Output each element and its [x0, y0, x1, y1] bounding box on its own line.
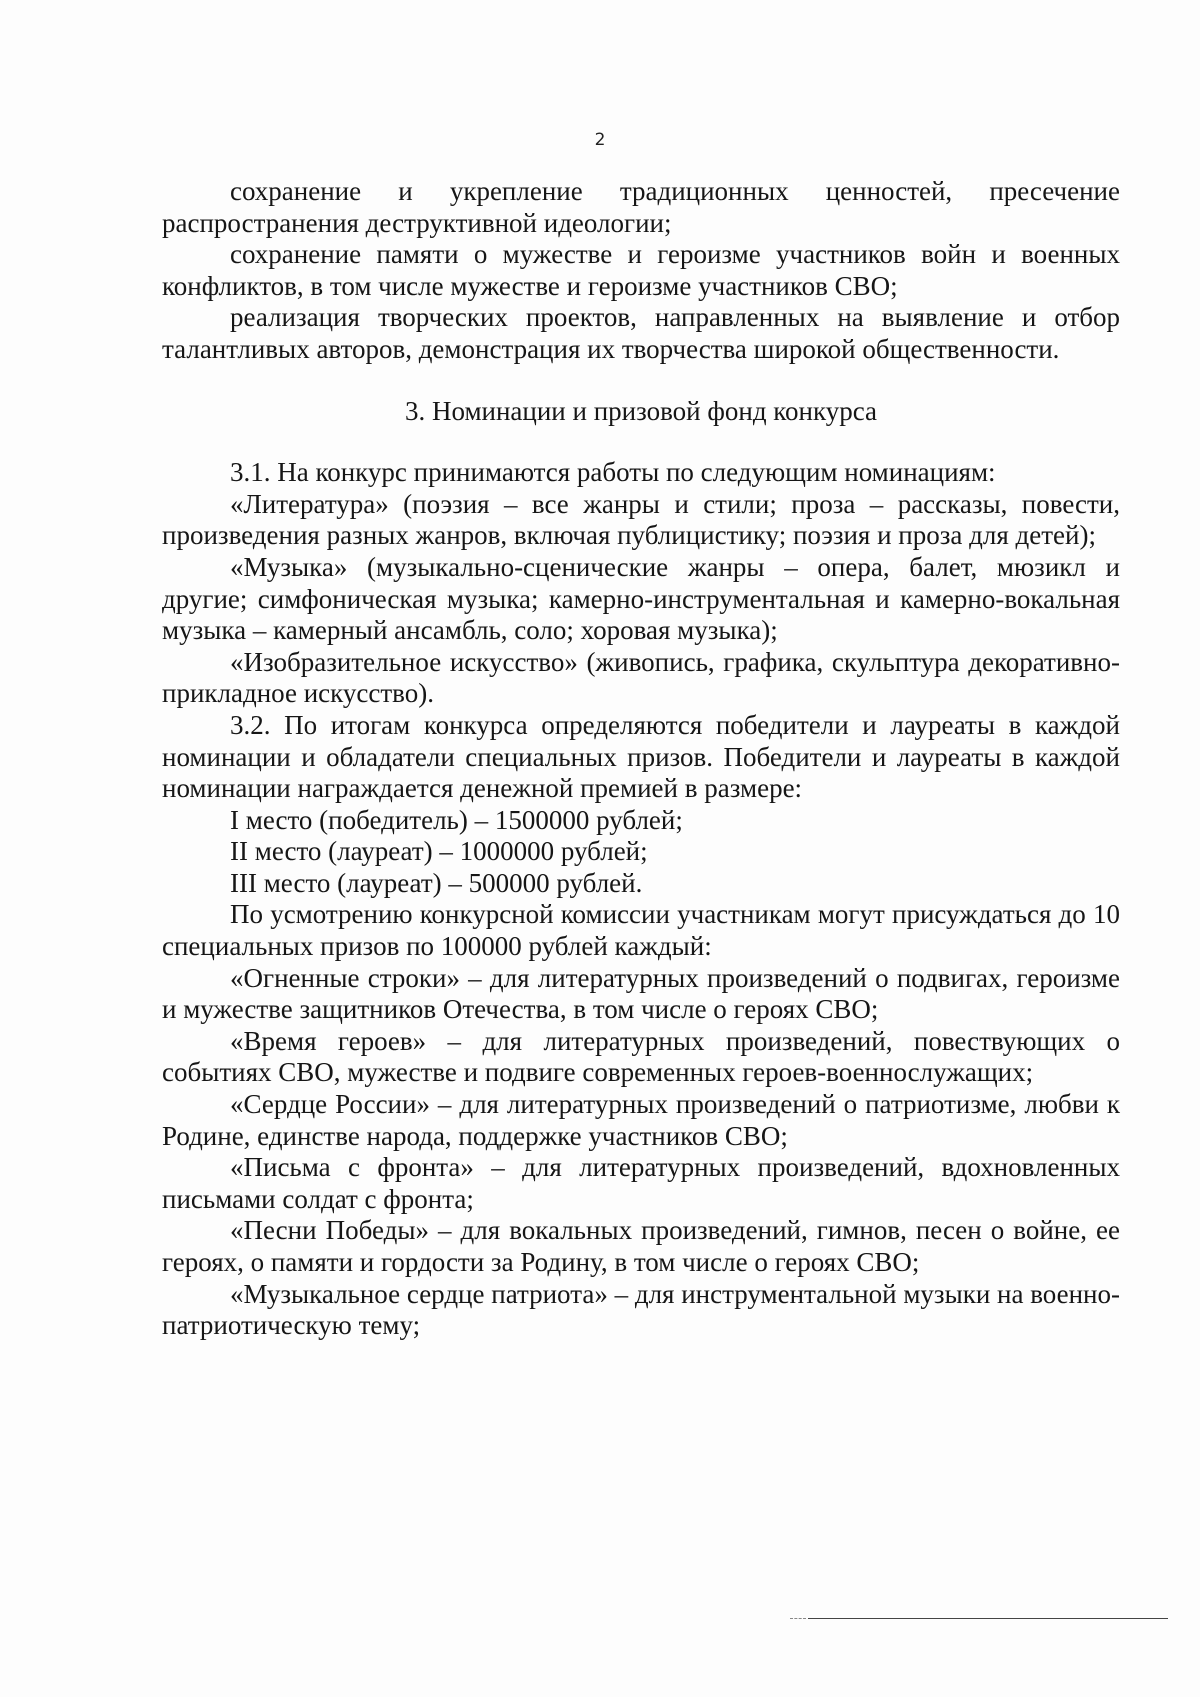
paragraph-memory: сохранение памяти о мужестве и героизме участников войн и военных конфликтов, в том числе мужестве и героизме участников СВО; [162, 239, 1120, 301]
prize-first-place: I место (победитель) – 1500000 рублей; [230, 804, 683, 835]
paragraph-special-musical-heart: «Музыкальное сердце патриота» – для инструментальной музыки на военно-патриотическую тему; [162, 1278, 1120, 1341]
paragraph-nomination-literature: «Литература» (поэзия – все жанры и стили; проза – рассказы, повести, произведения разных жанров, включая публицистику; поэзия и проза для детей); [162, 488, 1120, 551]
paragraph-special-prizes-intro: По усмотрению конкурсной комиссии участникам могут присуждаться до 10 специальных призов по 100000 рублей каждый: [162, 899, 1120, 962]
paragraph-projects: реализация творческих проектов, направленных на выявление и отбор талантливых авторов, демонстрация их творчества широкой общественности. [162, 302, 1120, 364]
paragraph-special-heart-of-russia: «Сердце России» – для литературных произведений о патриотизме, любви к Родине, единстве народа, поддержке участников СВО; [162, 1089, 1120, 1151]
section-heading: 3. Номинации и призовой фонд конкурса [404, 395, 878, 426]
paragraph-results: 3.2. По итогам конкурса определяются победители и лауреаты в каждой номинации и обладатели специальных призов. Победители и лауреаты в каждой номинации награждается денежной премией в размере: [162, 709, 1120, 804]
prize-third-place: III место (лауреат) – 500000 рублей. [230, 867, 643, 898]
prize-second-place: II место (лауреат) – 1000000 рублей; [230, 836, 648, 867]
paragraph-special-time-of-heroes: «Время героев» – для литературных произведений, повествующих о событиях СВО, мужестве и подвиге современных героев-военнослужащих; [162, 1025, 1120, 1088]
footer-rule-dash [790, 1618, 806, 1619]
paragraph-special-fiery-lines: «Огненные строки» – для литературных произведений о подвигах, героизме и мужестве защитников Отечества, в том числе о героях СВО; [162, 962, 1120, 1025]
paragraph-nomination-art: «Изобразительное искусство» (живопись, графика, скульптура декоративно-прикладное искусство). [162, 646, 1120, 709]
paragraph-values: сохранение и укрепление традиционных ценностей, пресечение распространения деструктивной идеологии; [162, 176, 1120, 238]
paragraph-nomination-music: «Музыка» (музыкально-сценические жанры – опера, балет, мюзикл и другие; симфоническая музыка; камерно-инструментальная и камерно-вокальная музыка – камерный ансамбль, соло; хоровая музыка); [162, 551, 1120, 646]
footer-rule [808, 1618, 1168, 1619]
document-body [162, 176, 1120, 1342]
paragraph-special-letters-from-front: «Письма с фронта» – для литературных произведений, вдохновленных письмами солдат с фронта; [162, 1152, 1120, 1214]
page-number: 2 [594, 130, 606, 150]
paragraph-nominations-intro: 3.1. На конкурс принимаются работы по следующим номинациям: [230, 457, 996, 488]
paragraph-special-songs-of-victory: «Песни Победы» – для вокальных произведений, гимнов, песен о войне, ее героях, о памяти и гордости за Родину, в том числе о героях СВО; [162, 1215, 1120, 1277]
